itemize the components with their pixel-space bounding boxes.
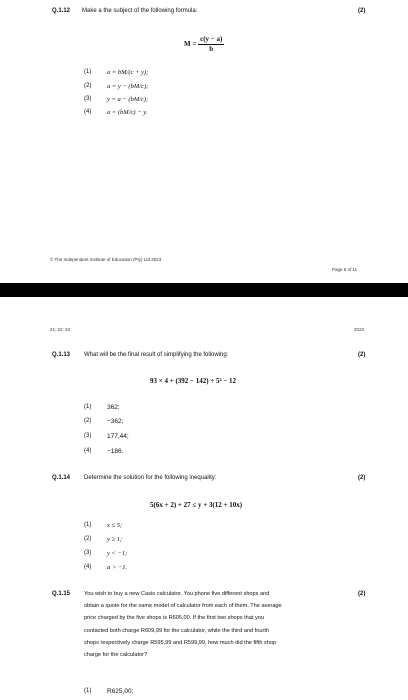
option-text[interactable]: a = bM/(c + y); bbox=[107, 69, 149, 76]
option-text[interactable]: 177,44; bbox=[107, 433, 129, 440]
option-number: (2) bbox=[84, 536, 92, 542]
option-text[interactable]: a = (bM/c) − y. bbox=[107, 109, 148, 116]
question-number: Q.1.12 bbox=[52, 8, 71, 14]
option-number: (4) bbox=[84, 564, 92, 570]
option-number: (2) bbox=[84, 83, 92, 89]
option-text[interactable]: y ≥ 1; bbox=[107, 536, 123, 543]
option-number: (3) bbox=[84, 433, 92, 439]
page-number: Page 5 of 11 bbox=[332, 267, 358, 272]
option-number: (3) bbox=[84, 550, 92, 556]
option-text[interactable]: −362; bbox=[107, 418, 124, 425]
question-number: Q.1.15 bbox=[52, 591, 71, 597]
paragraph-line: price charged by the five shops is R605,00. If the first two shops that you bbox=[84, 615, 265, 622]
question-text: Determine the solution for the following inequality: bbox=[84, 475, 217, 481]
question-marks: (2) bbox=[358, 591, 366, 597]
formula-fraction bbox=[198, 35, 224, 54]
paragraph-line: You wish to buy a new Casio calculator. You phone five different shops and bbox=[84, 591, 270, 597]
exam-page-5 bbox=[0, 0, 408, 283]
formula-lhs: M = bbox=[184, 40, 197, 49]
option-text[interactable]: x ≤ 5; bbox=[107, 522, 123, 529]
question-marks: (2) bbox=[358, 475, 366, 481]
exam-page-6 bbox=[0, 297, 408, 700]
option-text[interactable]: 362; bbox=[107, 404, 120, 411]
paragraph-line: shops respectively charge R595,99 and R599,99, how much did the fifth shop bbox=[84, 639, 277, 646]
option-number: (1) bbox=[84, 688, 92, 694]
formula-denominator: b bbox=[209, 45, 214, 53]
question-marks: (2) bbox=[358, 8, 366, 14]
option-text[interactable]: −186. bbox=[107, 448, 124, 455]
header-codes: 21; 22; 23 bbox=[50, 327, 71, 332]
option-text[interactable]: R625,00; bbox=[107, 688, 134, 695]
option-number: (4) bbox=[84, 109, 92, 115]
option-number: (4) bbox=[84, 448, 92, 454]
header-year: 2023 bbox=[354, 327, 365, 332]
footer-copyright: © The Independent Institute of Education (Pty) Ltd 2023 bbox=[50, 257, 162, 262]
question-text: Make a the subject of the following formula: bbox=[82, 8, 198, 14]
option-text[interactable]: a > −1. bbox=[107, 564, 128, 571]
option-number: (3) bbox=[84, 96, 92, 102]
option-number: (1) bbox=[84, 69, 92, 75]
question-paragraph bbox=[84, 588, 354, 661]
question-number: Q.1.13 bbox=[52, 352, 71, 358]
paragraph-line: contacted both charge R609,99 for the calculator, while the third and fourth bbox=[84, 627, 270, 634]
option-text[interactable]: y = a − (bM/c); bbox=[107, 96, 149, 103]
question-number: Q.1.14 bbox=[52, 475, 71, 481]
formula-numerator: c(y − a) bbox=[200, 35, 223, 43]
question-text: What will be the final result of simplifying the following: bbox=[84, 352, 229, 358]
paragraph-line: obtain a quote for the same model of calculator from each of them. The average bbox=[84, 603, 282, 610]
option-text[interactable]: a = y − (bM/c); bbox=[107, 83, 149, 90]
question-marks: (2) bbox=[358, 352, 366, 358]
option-number: (2) bbox=[84, 418, 92, 424]
option-number: (1) bbox=[84, 404, 92, 410]
option-text[interactable]: y < −1; bbox=[107, 550, 128, 557]
expression: 93 × 4 + (392 − 142) ÷ 5² − 12 bbox=[150, 377, 237, 385]
formula bbox=[184, 35, 224, 54]
paragraph-line: charge for the calculator? bbox=[84, 652, 148, 659]
inequality: 5(6x + 2) + 27 ≤ y + 3(12 + 10x) bbox=[150, 501, 243, 509]
option-number: (1) bbox=[84, 522, 92, 528]
